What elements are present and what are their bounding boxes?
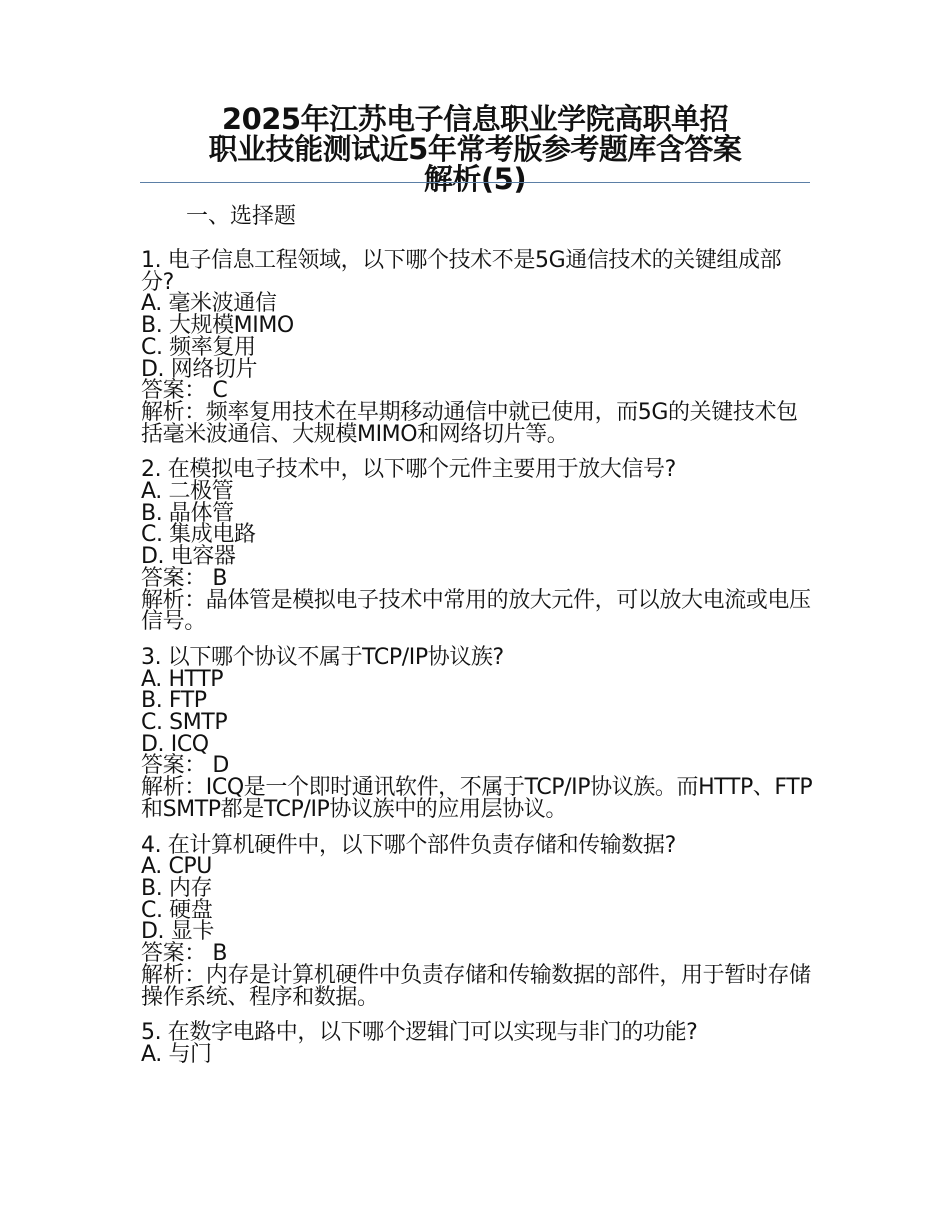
question-item (141, 459, 813, 633)
option-c: C. 硬盘 (141, 897, 213, 923)
answer-text: 答案： D (141, 753, 229, 779)
title-line-3: 解析(5) (423, 162, 527, 196)
option-a: A. 毫米波通信 (141, 291, 277, 317)
answer-text: 答案： B (141, 565, 228, 591)
document-title (140, 104, 810, 194)
analysis-text: 解析：内存是计算机硬件中负责存储和传输数据的部件，用于暂时存储操作系统、程序和数据。 (141, 962, 811, 1010)
section-heading: 一、选择题 (186, 204, 297, 229)
option-b: B. FTP (141, 688, 207, 714)
title-divider (140, 182, 810, 183)
question-stem: 1. 电子信息工程领域，以下哪个技术不是5G通信技术的关键组成部分? (141, 248, 782, 295)
option-a: A. 二极管 (141, 479, 234, 505)
option-a: A. CPU (141, 854, 212, 880)
option-d: D. 网络切片 (141, 356, 258, 382)
analysis-text: 解析：频率复用技术在早期移动通信中就已使用，而5G的关键技术包括毫米波通信、大规模MIMO和网络切片等。 (141, 399, 798, 447)
question-stem: 4. 在计算机硬件中，以下哪个部件负责存储和传输数据? (141, 832, 676, 858)
option-a: A. 与门 (141, 1041, 212, 1067)
option-d: D. 显卡 (141, 919, 214, 945)
question-item (141, 644, 813, 822)
analysis-text: 解析：ICQ是一个即时通讯软件，不属于TCP/IP协议族。而HTTP、FTP和SMTP都是TCP/IP协议族中的应用层协议。 (141, 775, 813, 822)
question-stem: 5. 在数字电路中，以下哪个逻辑门可以实现与非门的功能? (141, 1020, 698, 1046)
question-stem: 3. 以下哪个协议不属于TCP/IP协议族? (141, 644, 504, 670)
question-item (141, 250, 813, 445)
answer-text: 答案： B (141, 941, 228, 967)
question-item (141, 1022, 813, 1065)
title-line-1: 2025年江苏电子信息职业学院高职单招 (221, 102, 729, 136)
question-list (141, 250, 813, 1080)
option-c: C. 集成电路 (141, 522, 256, 548)
option-b: B. 内存 (141, 875, 213, 901)
option-b: B. 晶体管 (141, 500, 234, 526)
question-stem: 2. 在模拟电子技术中，以下哪个元件主要用于放大信号? (141, 457, 676, 483)
answer-text: 答案： C (141, 378, 228, 404)
option-b: B. 大规模MIMO (141, 313, 294, 339)
question-item (141, 832, 813, 1010)
title-line-2: 职业技能测试近5年常考版参考题库含答案 (208, 132, 742, 166)
analysis-text: 解析：晶体管是模拟电子技术中常用的放大元件，可以放大电流或电压信号。 (141, 587, 811, 635)
option-c: C. 频率复用 (141, 334, 256, 360)
option-d: D. 电容器 (141, 544, 236, 570)
option-a: A. HTTP (141, 666, 224, 692)
option-d: D. ICQ (141, 731, 209, 757)
option-c: C. SMTP (141, 710, 228, 736)
